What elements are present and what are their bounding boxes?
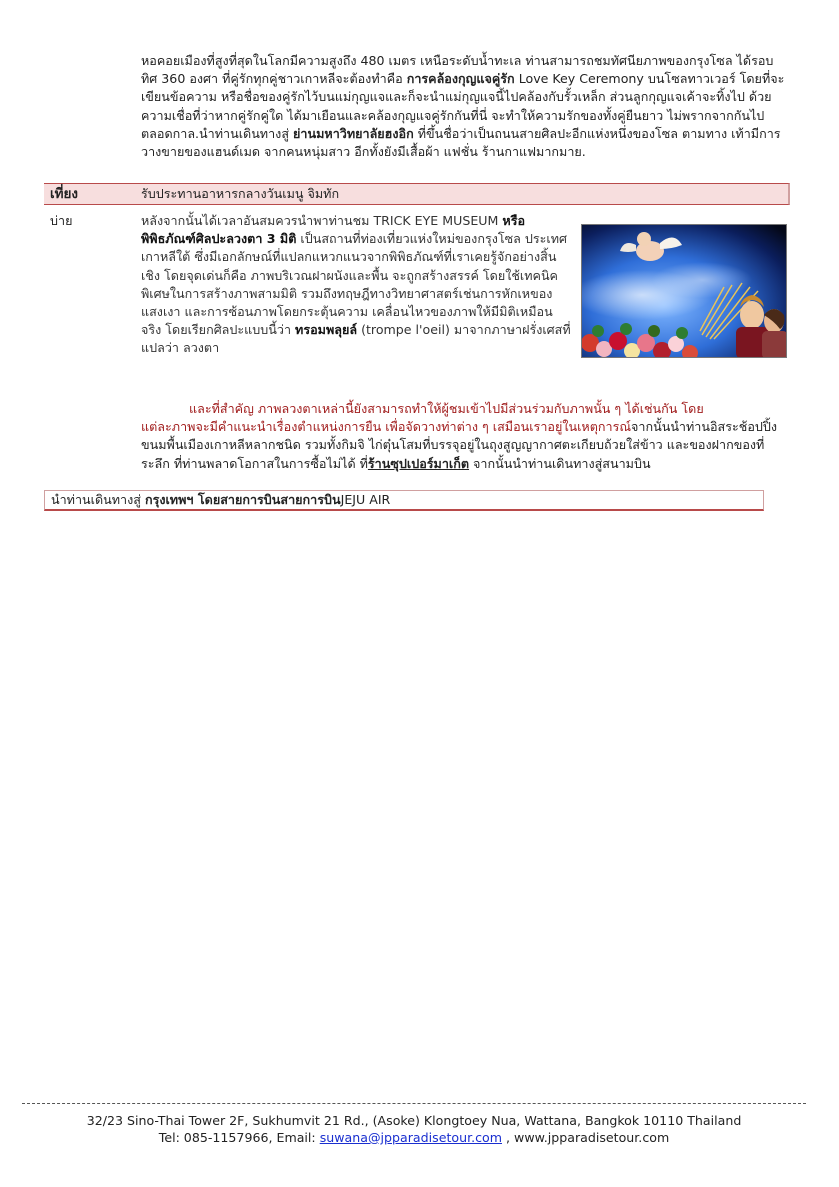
departure-text-1: นำท่านเดินทางสู่ <box>51 491 141 507</box>
footer-separator: , <box>502 1130 515 1145</box>
museum-bold-1: หรือพิพิธภัณฑ์ศิลปะลวงตา 3 มิติ <box>141 213 526 247</box>
intro-text-2: Love Key Ceremony บนโซลทาวเวอร์ โดยที่จะเขียนข้อความ หรือชื่อของคู่รักไว้บนแม่กุญแจและก็จะนำแม่กุญแจนี้ไปคล้องกับรั้วเหล็ก ส่วนลูกกุญแจเค้าจะทิ้งไป ด้วยความเชื่อที่ว่าหากคู่รักคู่ใด ได้มาเยือนและคล้องกุญแจคู่รักกันที่นี่ จะทำให้ความรักของทั้งคู่ยืนยาว ไม่พรากจากกันไปตลอดกาล.นำท่านเดินทางสู่ <box>141 71 785 141</box>
highlight-continuation <box>84 418 790 473</box>
museum-photo-illustration <box>582 225 787 358</box>
footer-email-link[interactable]: suwana@jpparadisetour.com <box>319 1130 502 1145</box>
trick-eye-museum-photo <box>581 224 787 358</box>
hongik-bold: ย่านมหาวิทยาลัยฮงอิก <box>293 125 414 141</box>
intro-paragraph <box>141 52 789 161</box>
footer <box>22 1112 806 1146</box>
afternoon-label: บ่าย <box>50 213 73 228</box>
footer-tel: Tel: 085-1157966, Email: <box>158 1130 320 1145</box>
shopping-text-2: จากนั้นนำท่านเดินทางสู่สนามบิน <box>469 455 651 471</box>
lunch-text: รับประทานอาหารกลางวันเมนู จิมทัก <box>141 185 340 201</box>
departure-bold: กรุงเทพฯ โดยสายการบินสายการบิน <box>144 491 341 507</box>
trompe-bold: ทรอมพลุยล์ <box>295 322 358 338</box>
lunch-label: เที่ยง <box>50 185 79 202</box>
lunch-row <box>44 183 790 205</box>
museum-text-2: เป็นสถานที่ท่องเที่ยวแห่งใหม่ของกรุงโซล ประเทศเกาหลีใต้ ซึ่งมีเอกลักษณ์ที่แปลกแหวกแนวจากพิพิธภัณฑ์ที่เราเคยรู้จักอย่างสิ้นเชิง โดยจุดเด่นก็คือ ภาพบริเวณฝาผนังและพื้น จะถูกสร้างสรรค์ โดยใช้เทคนิคพิเศษในการสร้างภาพสามมิติ รวมถึงทฤษฎีทางวิทยาศาสตร์เช่นการหักเหของแสงเงา และการซ้อนภาพโดยกระตุ้นความ เคลื่อนไหวของภาพให้มีมิติเหมือนจริง โดยเรียกศิลปะแบบนี้ว่า <box>141 231 568 338</box>
departure-row <box>44 490 764 511</box>
footer-website: www.jpparadisetour.com <box>514 1130 670 1145</box>
footer-divider <box>22 1103 806 1104</box>
footer-contact <box>22 1129 806 1146</box>
museum-text-3: (trompe l'oeil) มาจากภาษาฝรั่งเศสที่แปลว่า ลวงตา <box>141 322 571 356</box>
highlight-red-line-1: และที่สำคัญ ภาพลวงตาเหล่านี้ยังสามารถทำให้ผู้ชมเข้าไปมีส่วนร่วมกับภาพนั้น ๆ ได้เช่นกัน โดย <box>189 401 704 416</box>
shopping-text-1: จากนั้นนำท่านอิสระช้อปปิ้งขนมพื้นเมืองเกาหลีหลากชนิด รวมทั้งกิมจิ ไก่ตุ๋นโสมที่บรรจุอยู่ในถุงสูญญากาศตะเกียบถ้วยใส่ข้าว และของฝากของที่ระลึก ที่ท่านพลาดโอกาสในการซื้อไม่ได้ ที่ <box>141 419 778 471</box>
intro-text-1: หอคอยเมืองที่สูงที่สุดในโลกมีความสูงถึง 480 เมตร เหนือระดับน้ำทะเล ท่านสามารถชมทัศนียภาพของกรุงโซล ได้รอบทิศ 360 องศา ที่คู่รักทุกคู่ชาวเกาหลีจะต้องทำคือ <box>141 53 774 87</box>
love-key-bold: การคล้องกุญแจคู่รัก <box>406 71 515 87</box>
shopping-paragraph <box>84 400 790 473</box>
footer-address: 32/23 Sino-Thai Tower 2F, Sukhumvit 21 Rd., (Asoke) Klongtoey Nua, Wattana, Bangkok 10110 Thailand <box>86 1113 742 1128</box>
intro-text-3: ที่ขึ้นชื่อว่าเป็นถนนสายศิลปะอีกแห่งหนึ่งของโซล ตามทาง เท้ามีการวางขายของแฮนด์เมด จากคนหนุ่มสาว อีกทั้งยังมีเสื้อผ้า แฟชั่น ร้านกาแฟมากมาย. <box>141 125 781 160</box>
highlight-red-line-2: แต่ละภาพจะมีคำแนะนำเรื่องตำแหน่งการยืน เพื่อจัดวางท่าต่าง ๆ เสมือนเราอยู่ในเหตุการณ์ <box>141 419 632 435</box>
departure-airline: JEJU AIR <box>340 491 391 507</box>
supermarket-link-text: ร้านซุปเปอร์มาเก็ต <box>367 455 470 471</box>
museum-text-1: หลังจากนั้นได้เวลาอันสมควรนำพาท่านชม TRICK EYE MUSEUM <box>141 213 503 228</box>
museum-paragraph <box>141 212 571 358</box>
